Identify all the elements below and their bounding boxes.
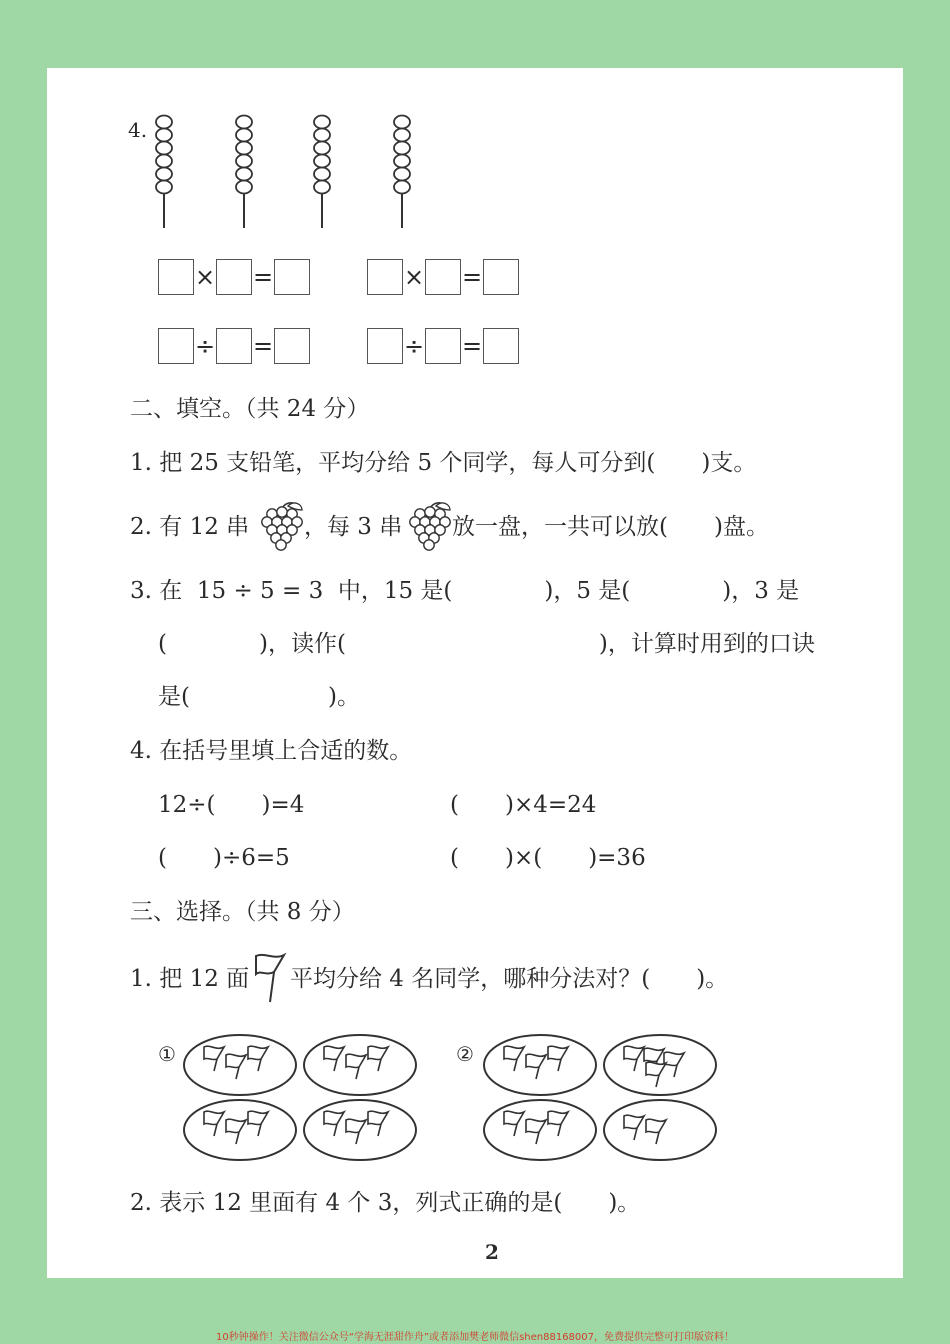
flag-group <box>484 1100 596 1160</box>
fill-question-2-part1: 2. 有 12 串 <box>130 514 250 540</box>
bead <box>236 181 252 194</box>
answer-box[interactable] <box>216 259 252 295</box>
bead <box>394 142 410 155</box>
choice-question-1-part2: 平均分给 4 名同学，哪种分法对？( )。 <box>290 966 729 992</box>
bead <box>156 155 172 168</box>
option-marker-2[interactable]: ② <box>456 1042 474 1066</box>
answer-box[interactable] <box>483 259 519 295</box>
fill-question-4a: 12÷( )=4 <box>158 792 305 818</box>
bead <box>156 181 172 194</box>
choice-question-1-part1: 1. 把 12 面 <box>130 966 250 992</box>
bead <box>156 142 172 155</box>
fill-question-4b: ( )×4=24 <box>450 792 597 818</box>
bead <box>314 168 330 181</box>
answer-box[interactable] <box>274 328 310 364</box>
flag-group <box>304 1035 416 1095</box>
bead <box>156 129 172 142</box>
bead <box>394 116 410 129</box>
equals-sign: = <box>461 263 483 291</box>
grape-icon <box>252 500 304 552</box>
bead <box>394 129 410 142</box>
fill-question-3-line2: ( )，读作( )，计算时用到的口诀 <box>158 631 815 657</box>
option-marker-1[interactable]: ① <box>158 1042 176 1066</box>
div-equation-1 <box>158 328 310 364</box>
fill-question-3-line1: 3. 在 15 ÷ 5 = 3 中，15 是( )，5 是( )，3 是 <box>130 578 800 604</box>
skewer <box>236 116 252 229</box>
answer-box[interactable] <box>425 259 461 295</box>
bead-skewers <box>150 112 430 232</box>
section-title: 三、选择。（共 8 分） <box>130 899 355 925</box>
answer-box[interactable] <box>158 259 194 295</box>
bead <box>236 142 252 155</box>
skewer <box>394 116 410 229</box>
answer-box[interactable] <box>367 259 403 295</box>
flag-groups <box>180 1025 740 1165</box>
skewer <box>156 116 172 229</box>
flag-group <box>304 1100 416 1160</box>
answer-box[interactable] <box>483 328 519 364</box>
equals-sign: = <box>252 332 274 360</box>
bead <box>314 181 330 194</box>
answer-box[interactable] <box>425 328 461 364</box>
flag-group <box>184 1100 296 1160</box>
question-number: 4. <box>128 118 148 142</box>
choice-question-2: 2. 表示 12 里面有 4 个 3，列式正确的是( )。 <box>130 1190 641 1216</box>
div-equation-2 <box>367 328 519 364</box>
bead <box>156 116 172 129</box>
bead <box>236 168 252 181</box>
footer-notice: 10秒钟操作！关注微信公众号“学海无涯甜作舟”或者添加樊老师微信shen88168007，免费提供完整可打印版资料！ <box>215 1332 735 1343</box>
fill-question-4c: ( )÷6=5 <box>158 845 290 871</box>
grape-icon <box>400 500 452 552</box>
bead <box>156 168 172 181</box>
divide-sign: ÷ <box>194 332 216 360</box>
times-sign: × <box>194 263 216 291</box>
page-number: 2 <box>485 1240 499 1264</box>
fill-question-4-title: 4. 在括号里填上合适的数。 <box>130 738 413 764</box>
equals-sign: = <box>461 332 483 360</box>
flag-icon <box>250 950 290 1004</box>
fill-question-2-part3: 放一盘，一共可以放( )盘。 <box>452 514 769 540</box>
bead <box>314 129 330 142</box>
mul-equation-2 <box>367 259 519 295</box>
flag-group <box>604 1100 716 1160</box>
flag-group <box>484 1035 596 1095</box>
bead <box>236 116 252 129</box>
section-title: 二、填空。（共 24 分） <box>130 396 370 422</box>
fill-question-1: 1. 把 25 支铅笔，平均分给 5 个同学，每人可分到( )支。 <box>130 450 757 476</box>
bead <box>236 155 252 168</box>
answer-box[interactable] <box>216 328 252 364</box>
fill-question-2-part2: ，每 3 串 <box>304 514 403 540</box>
bead <box>394 181 410 194</box>
bead <box>314 116 330 129</box>
flag-group <box>604 1035 716 1095</box>
skewer <box>314 116 330 229</box>
equals-sign: = <box>252 263 274 291</box>
mul-equation-1 <box>158 259 310 295</box>
answer-box[interactable] <box>158 328 194 364</box>
fill-question-4d: ( )×( )=36 <box>450 845 646 871</box>
bead <box>236 129 252 142</box>
times-sign: × <box>403 263 425 291</box>
bead <box>314 155 330 168</box>
bead <box>394 155 410 168</box>
bead <box>394 168 410 181</box>
bead <box>314 142 330 155</box>
answer-box[interactable] <box>367 328 403 364</box>
divide-sign: ÷ <box>403 332 425 360</box>
answer-box[interactable] <box>274 259 310 295</box>
fill-question-3-line3: 是( )。 <box>158 684 360 710</box>
flag-group <box>184 1035 296 1095</box>
